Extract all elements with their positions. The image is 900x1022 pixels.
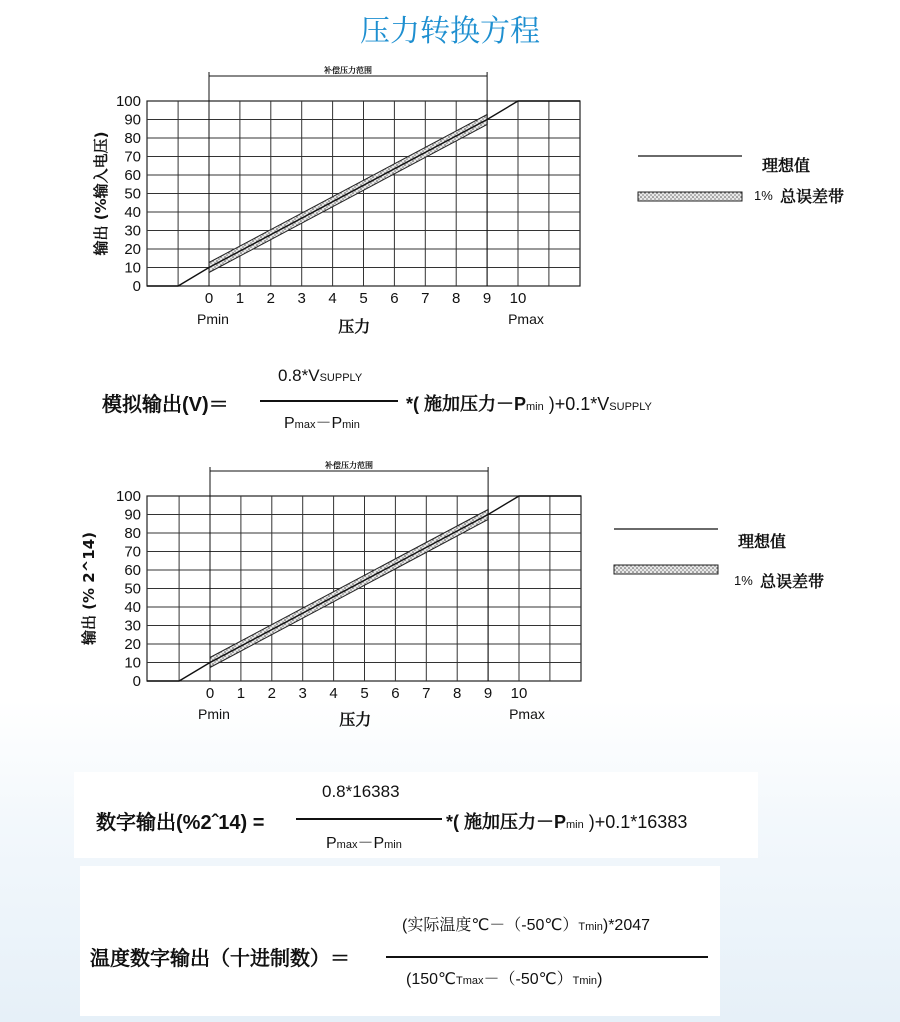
formula-analog-denominator: Pmax－Pmin bbox=[284, 415, 360, 432]
x-tick-label: 7 bbox=[422, 685, 431, 702]
formula-digital-numerator: 0.8*16383 bbox=[322, 782, 400, 801]
legend-band-pct: 1% bbox=[754, 188, 773, 203]
y-tick-label: 50 bbox=[124, 580, 141, 598]
legend-band-swatch bbox=[614, 565, 718, 574]
page-title: 压力转换方程 bbox=[360, 15, 540, 48]
y-tick-label: 0 bbox=[132, 673, 141, 690]
y-tick-label: 80 bbox=[124, 130, 141, 147]
chart-digital-output bbox=[0, 455, 900, 735]
y-tick-label: 80 bbox=[124, 525, 141, 542]
y-tick-label: 20 bbox=[124, 241, 141, 258]
legend-band-label: 总误差带 bbox=[780, 187, 845, 206]
formula-temperature-fraction-bar bbox=[386, 956, 708, 958]
x-tick-label: 0 bbox=[205, 685, 215, 702]
legend-band-pct: 1% bbox=[734, 573, 753, 588]
y-tick-label: 70 bbox=[124, 148, 141, 166]
y-tick-label: 10 bbox=[124, 259, 141, 277]
y-tick-label: 90 bbox=[124, 111, 141, 129]
y-axis-label: 输出 (% 2^14) bbox=[80, 531, 98, 646]
x-tick-label: 1 bbox=[235, 290, 245, 307]
x-tick-label: 2 bbox=[266, 290, 275, 307]
y-tick-label: 40 bbox=[124, 599, 141, 616]
x-tick-label: 10 bbox=[510, 685, 528, 702]
x-tick-label: 6 bbox=[391, 685, 400, 702]
x-tick-label: 6 bbox=[390, 290, 399, 307]
x-tick-label: 3 bbox=[297, 290, 306, 307]
formula-analog-lhs: 模拟输出(V)＝ bbox=[102, 394, 229, 416]
x-tick-label: 7 bbox=[421, 290, 430, 307]
legend-band-swatch bbox=[638, 192, 742, 201]
formula-digital-fraction-bar bbox=[296, 818, 442, 820]
x-tick-label: 9 bbox=[483, 685, 493, 702]
x-tick-label: 8 bbox=[453, 685, 462, 702]
formula-temperature-lhs: 温度数字输出（十进制数）＝ bbox=[90, 948, 350, 970]
x-tick-label: 10 bbox=[509, 290, 527, 307]
x-tick-label: 4 bbox=[328, 290, 337, 307]
x-tick-label: 5 bbox=[359, 290, 368, 307]
formula-digital-rhs: *( 施加压力－Pmin )+0.1*16383 bbox=[446, 812, 688, 832]
formula-digital-denominator: Pmax－Pmin bbox=[326, 835, 402, 852]
y-tick-label: 0 bbox=[132, 278, 141, 295]
x-axis-label: 压力 bbox=[339, 710, 372, 729]
pmin-label: Pmin bbox=[198, 706, 230, 722]
x-tick-label: 8 bbox=[452, 290, 461, 307]
formula-analog bbox=[90, 360, 750, 440]
x-tick-label: 4 bbox=[329, 685, 338, 702]
formula-temperature bbox=[80, 866, 720, 1016]
x-tick-label: 2 bbox=[267, 685, 276, 702]
pmax-label: Pmax bbox=[508, 311, 544, 327]
chart-analog-output bbox=[0, 60, 900, 410]
formula-analog-numerator: 0.8*VSUPPLY bbox=[278, 366, 363, 385]
y-tick-label: 30 bbox=[124, 222, 141, 240]
pmin-label: Pmin bbox=[197, 311, 229, 327]
y-axis-label: 输出 (%输入电压) bbox=[92, 131, 110, 256]
formula-analog-rhs: *( 施加压力－Pmin )+0.1*VSUPPLY bbox=[406, 394, 652, 414]
y-tick-label: 90 bbox=[124, 506, 141, 524]
x-tick-label: 3 bbox=[298, 685, 307, 702]
x-tick-label: 9 bbox=[482, 290, 492, 307]
formula-temperature-denominator: (150℃Tmax－（-50℃）Tmin) bbox=[406, 971, 603, 988]
y-tick-label: 70 bbox=[124, 543, 141, 561]
legend-ideal-label: 理想值 bbox=[762, 156, 811, 175]
range-label: 补偿压力范围 bbox=[324, 66, 373, 75]
x-tick-label: 1 bbox=[236, 685, 246, 702]
pmax-label: Pmax bbox=[509, 706, 545, 722]
y-tick-label: 30 bbox=[124, 617, 141, 635]
legend-band-label: 总误差带 bbox=[760, 572, 825, 591]
y-tick-label: 100 bbox=[115, 488, 141, 505]
y-tick-label: 60 bbox=[124, 167, 141, 184]
y-tick-label: 20 bbox=[124, 636, 141, 653]
x-axis-label: 压力 bbox=[338, 317, 371, 336]
formula-digital-lhs: 数字输出(%2ˆ14) = bbox=[96, 812, 265, 834]
formula-analog-fraction-bar bbox=[260, 400, 398, 402]
y-tick-label: 100 bbox=[115, 93, 141, 110]
y-tick-label: 60 bbox=[124, 562, 141, 579]
x-tick-label: 0 bbox=[204, 290, 214, 307]
y-tick-label: 40 bbox=[124, 204, 141, 221]
y-tick-label: 10 bbox=[124, 654, 141, 672]
x-tick-label: 5 bbox=[360, 685, 369, 702]
range-label: 补偿压力范围 bbox=[325, 461, 374, 470]
legend-ideal-label: 理想值 bbox=[738, 532, 787, 551]
y-tick-label: 50 bbox=[124, 185, 141, 203]
formula-digital bbox=[74, 772, 758, 858]
formula-temperature-numerator: (实际温度℃－（-50℃）Tmin)*2047 bbox=[402, 917, 651, 934]
